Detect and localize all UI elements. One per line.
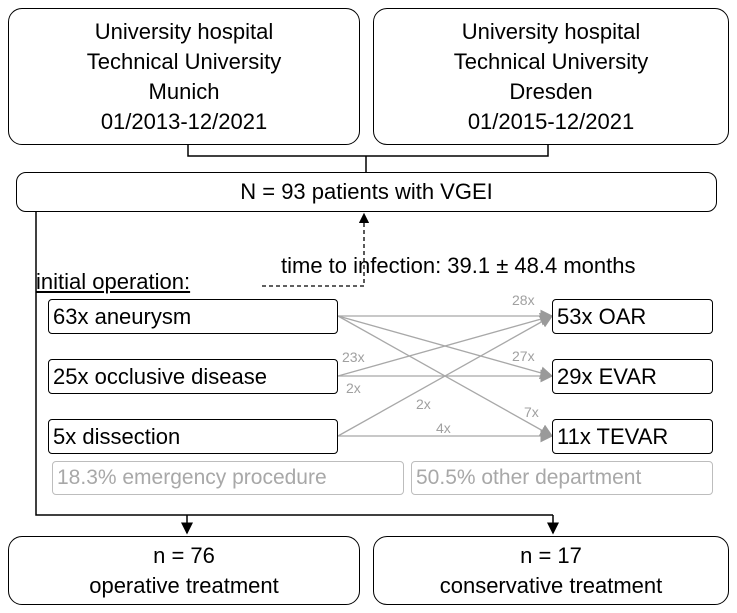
- initial-op-aneurysm: [48, 299, 338, 334]
- note-emergency-text: 18.3% emergency procedure: [57, 466, 327, 489]
- repair-evar: [552, 359, 713, 394]
- source-dresden-line-3: Dresden: [509, 78, 593, 104]
- outcome-conservative: [373, 536, 729, 605]
- flow-label-dissection-oar: 2x: [416, 396, 431, 412]
- initial-operation-label: initial operation:: [36, 269, 191, 294]
- flow-label-dissection-tevar: 4x: [436, 420, 451, 436]
- source-box-dresden: [373, 8, 729, 145]
- source-munich-line-1: University hospital: [94, 18, 274, 44]
- flow-label-aneurysm-evar: 27x: [512, 348, 535, 364]
- source-munich-line-4: 01/2013-12/2021: [100, 108, 268, 134]
- outcome-operative-label: operative treatment: [89, 572, 279, 598]
- note-other-department-text: 50.5% other department: [416, 466, 642, 489]
- source-dresden-line-4: 01/2015-12/2021: [467, 108, 635, 134]
- initial-op-occlusive-text: 25x occlusive disease: [53, 363, 268, 389]
- flow-label-occlusive-evar: 2x: [346, 380, 361, 396]
- initial-op-aneurysm-text: 63x aneurysm: [53, 303, 192, 329]
- source-box-munich: [8, 8, 360, 145]
- note-emergency-procedure: [52, 461, 404, 495]
- total-patients-box: [16, 172, 717, 212]
- total-patients-text: N = 93 patients with VGEI: [240, 179, 493, 204]
- source-dresden-line-1: University hospital: [461, 18, 641, 44]
- flow-label-occlusive-oar: 23x: [342, 349, 365, 365]
- initial-op-dissection: [48, 419, 338, 454]
- initial-op-occlusive-disease: [48, 359, 338, 394]
- flow-label-aneurysm-oar: 28x: [512, 292, 535, 308]
- repair-oar-text: 53x OAR: [557, 303, 647, 329]
- source-munich-line-2: Technical University: [86, 48, 282, 74]
- time-to-infection-label: time to infection: 39.1 ± 48.4 months: [281, 253, 636, 278]
- repair-tevar: [552, 419, 713, 454]
- initial-op-dissection-text: 5x dissection: [53, 423, 181, 449]
- repair-evar-text: 29x EVAR: [557, 363, 657, 389]
- source-dresden-line-2: Technical University: [453, 48, 649, 74]
- note-other-department: [411, 461, 713, 495]
- flow-label-aneurysm-tevar: 7x: [524, 404, 539, 420]
- outcome-conservative-label: conservative treatment: [439, 572, 663, 598]
- repair-tevar-text: 11x TEVAR: [557, 423, 669, 449]
- source-munich-line-3: Munich: [148, 78, 220, 104]
- outcome-operative-count: n = 76: [153, 542, 215, 568]
- repair-oar: [552, 299, 713, 334]
- outcome-operative: [8, 536, 360, 605]
- outcome-conservative-count: n = 17: [520, 542, 582, 568]
